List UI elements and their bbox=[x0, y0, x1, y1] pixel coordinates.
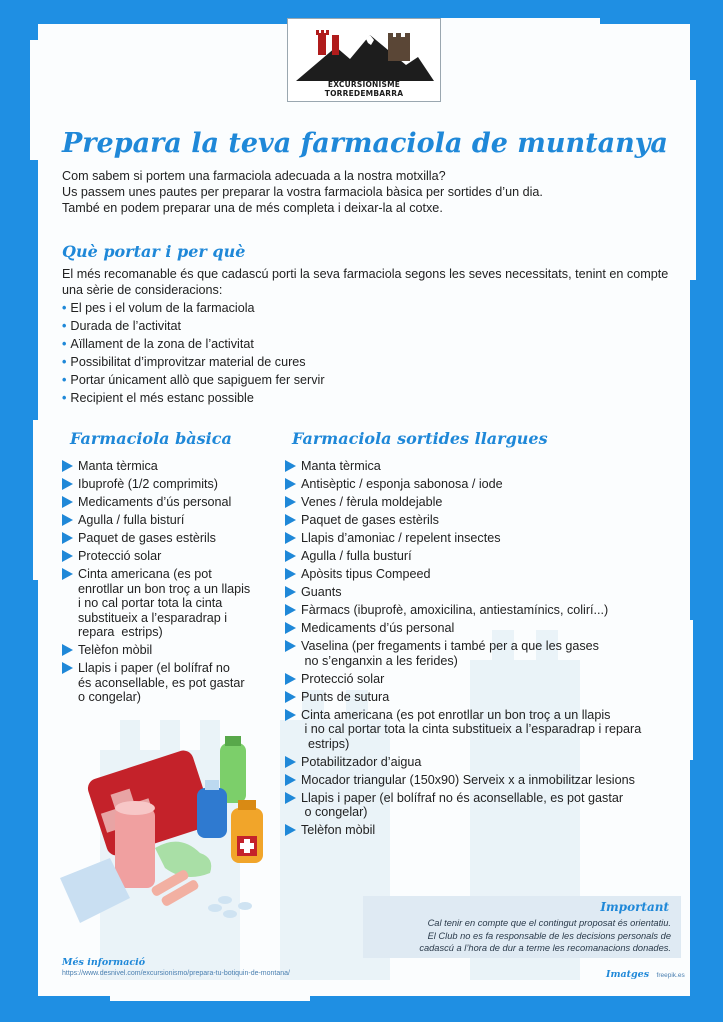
important-line: El Club no es fa responsable de les decisions personals de bbox=[427, 931, 671, 941]
list-item-text: Agulla / fulla bisturí bbox=[78, 513, 185, 527]
list-item-text: o congelar) bbox=[301, 805, 368, 819]
important-line: cadascú a l’hora de dur a terme les recomanacions donades. bbox=[419, 943, 671, 953]
intro-line: Com sabem si portem una farmaciola adecuada a la nostra motxilla? bbox=[62, 169, 446, 183]
list-item: • El pes i el volum de la farmaciola bbox=[62, 301, 255, 315]
intro-line: Us passem unes pautes per preparar la vostra farmaciola bàsica per sortides d’un dia. bbox=[62, 185, 543, 199]
important-note bbox=[363, 896, 681, 958]
list-item: • Aïllament de la zona de l’activitat bbox=[62, 337, 254, 351]
list-item bbox=[285, 621, 685, 636]
list-item-text: Paquet de gases estèrils bbox=[301, 513, 439, 527]
list-item-text: Manta tèrmica bbox=[78, 459, 158, 473]
section-heading-what: Què portar i per què bbox=[62, 242, 246, 261]
list-item bbox=[62, 531, 282, 546]
list-item bbox=[62, 477, 282, 492]
bottle-icon bbox=[197, 788, 227, 838]
list-item-text: Paquet de gases estèrils bbox=[78, 531, 216, 545]
list-item bbox=[62, 513, 282, 528]
more-info-label: Més informació bbox=[62, 957, 146, 968]
paper-edge bbox=[420, 18, 600, 26]
bullet-icon: • bbox=[62, 391, 67, 405]
list-item-text: Medicaments d’ús personal bbox=[78, 495, 232, 509]
triangle-bullet-icon bbox=[285, 568, 296, 580]
paper-edge bbox=[30, 40, 42, 160]
list-item: • Recipient el més estanc possible bbox=[62, 391, 254, 405]
list-item-text: Venes / fèrula moldejable bbox=[301, 495, 443, 509]
triangle-bullet-icon bbox=[62, 644, 73, 656]
list-item-text: o congelar) bbox=[78, 690, 142, 704]
list-item bbox=[285, 791, 685, 820]
list-item bbox=[285, 603, 685, 618]
triangle-bullet-icon bbox=[285, 514, 296, 526]
list-item-text: Telèfon mòbil bbox=[301, 823, 376, 837]
list-item-text: repara estrips) bbox=[78, 625, 163, 639]
long-kit-list bbox=[285, 459, 685, 841]
list-item-text: Cinta americana (es pot enrotllar un bon troç a un llapis bbox=[301, 707, 611, 722]
first-aid-illustration bbox=[55, 728, 310, 943]
list-item bbox=[285, 567, 685, 582]
list-item bbox=[285, 477, 685, 492]
list-item bbox=[62, 567, 282, 640]
basic-kit-heading: Farmaciola bàsica bbox=[70, 429, 232, 448]
considerations-list bbox=[62, 299, 325, 407]
list-item-text: Llapis d’amoniac / repelent insectes bbox=[301, 531, 501, 545]
intro-text bbox=[62, 168, 682, 216]
list-item bbox=[285, 672, 685, 687]
list-item bbox=[285, 513, 685, 528]
intro-line: També en podem preparar una de més completa i deixar-la al cotxe. bbox=[62, 201, 443, 215]
list-item bbox=[62, 643, 282, 658]
section-paragraph: El més recomanable és que cadascú porti la seva farmaciola segons les seves necessitats, tenint en compte una sèrie de consideracions: bbox=[62, 267, 669, 297]
triangle-bullet-icon bbox=[285, 586, 296, 598]
more-info-link[interactable]: https://www.desnivel.com/excursionismo/prepara-tu-botiquin-de-montana/ bbox=[62, 970, 290, 977]
list-item: • Possibilitat d’improvitzar material de cures bbox=[62, 355, 306, 369]
list-item: • Portar únicament allò que sapiguem fer servir bbox=[62, 373, 325, 387]
triangle-bullet-icon bbox=[285, 532, 296, 544]
bullet-icon: • bbox=[62, 319, 67, 333]
basic-kit-list bbox=[62, 459, 282, 708]
triangle-bullet-icon bbox=[285, 691, 296, 703]
triangle-bullet-icon bbox=[285, 622, 296, 634]
triangle-bullet-icon bbox=[285, 460, 296, 472]
triangle-bullet-icon bbox=[62, 532, 73, 544]
bandage-roll-icon bbox=[115, 808, 155, 888]
list-item-text: Mocador triangular (150x90) Serveix x a inmobilitzar lesions bbox=[301, 772, 635, 787]
paper-edge bbox=[684, 620, 693, 760]
list-item bbox=[62, 661, 282, 705]
list-item-text: és aconsellable, es pot gastar bbox=[78, 675, 245, 690]
triangle-bullet-icon bbox=[62, 550, 73, 562]
list-item-text: Potabilitzador d’aigua bbox=[301, 754, 422, 769]
triangle-bullet-icon bbox=[285, 604, 296, 616]
triangle-bullet-icon bbox=[62, 514, 73, 526]
list-item bbox=[285, 690, 685, 705]
list-item bbox=[62, 459, 282, 474]
list-item-text: Punts de sutura bbox=[301, 689, 390, 704]
list-item-text: Fàrmacs (ibuprofè, amoxicilina, antiestamínics, colirí...) bbox=[301, 603, 609, 617]
list-item-text: Vaselina (per fregaments i també per a que les gases bbox=[301, 639, 599, 653]
list-item bbox=[285, 639, 685, 668]
triangle-bullet-icon bbox=[62, 478, 73, 490]
list-item-text: substitueix a l’esparadrap i bbox=[78, 610, 228, 625]
list-item-text: i no cal portar tota la cinta bbox=[78, 596, 223, 610]
logo-text: EXCURSIONISME TORREDEMBARRA bbox=[324, 80, 404, 98]
paper-edge bbox=[110, 993, 310, 1001]
list-item: • Durada de l’activitat bbox=[62, 319, 182, 333]
list-item bbox=[285, 495, 685, 510]
list-item bbox=[285, 549, 685, 564]
list-item bbox=[285, 459, 685, 474]
bullet-icon: • bbox=[62, 301, 67, 315]
triangle-bullet-icon bbox=[62, 496, 73, 508]
triangle-bullet-icon bbox=[285, 673, 296, 685]
triangle-bullet-icon bbox=[62, 460, 73, 472]
list-item-text: enrotllar un bon troç a un llapis bbox=[78, 581, 251, 596]
paper-edge bbox=[33, 420, 43, 580]
list-item bbox=[285, 773, 685, 788]
list-item bbox=[62, 495, 282, 510]
images-label: Imatges bbox=[606, 969, 650, 980]
important-title: Important bbox=[600, 900, 669, 914]
bullet-icon: • bbox=[62, 355, 67, 369]
bullet-icon: • bbox=[62, 337, 67, 351]
images-credit bbox=[606, 964, 685, 982]
list-item-text: no s’enganxin a les ferides) bbox=[301, 653, 458, 668]
triangle-bullet-icon bbox=[285, 709, 296, 721]
list-item-text: Apòsits tipus Compeed bbox=[301, 567, 431, 581]
important-line: Cal tenir en compte que el contingut proposat és orientatiu. bbox=[427, 918, 671, 928]
club-logo bbox=[287, 18, 441, 102]
page-title: Prepara la teva farmaciola de muntanya bbox=[62, 128, 668, 159]
list-item-text: Medicaments d’ús personal bbox=[301, 621, 455, 635]
list-item-text: Manta tèrmica bbox=[301, 459, 381, 473]
list-item-text: Llapis i paper (el bolífraf no és aconsellable, es pot gastar bbox=[301, 790, 624, 805]
list-item bbox=[285, 755, 685, 770]
triangle-bullet-icon bbox=[285, 640, 296, 652]
bullet-icon: • bbox=[62, 373, 67, 387]
images-source-link[interactable]: freepik.es bbox=[656, 972, 685, 979]
list-item-text: Agulla / fulla busturí bbox=[301, 549, 412, 563]
list-item-text: Antisèptic / esponja sabonosa / iode bbox=[301, 477, 503, 491]
paper-edge bbox=[686, 80, 696, 280]
list-item bbox=[62, 549, 282, 564]
long-kit-heading: Farmaciola sortides llargues bbox=[292, 429, 548, 448]
list-item-text: i no cal portar tota la cinta substitueix a l’esparadrap i repara bbox=[301, 722, 642, 736]
list-item-text: Telèfon mòbil bbox=[78, 643, 153, 657]
list-item-text: Guants bbox=[301, 585, 342, 599]
triangle-bullet-icon bbox=[285, 496, 296, 508]
triangle-bullet-icon bbox=[285, 550, 296, 562]
list-item bbox=[285, 531, 685, 546]
triangle-bullet-icon bbox=[62, 568, 73, 580]
triangle-bullet-icon bbox=[62, 662, 73, 674]
list-item bbox=[285, 823, 685, 838]
list-item-text: Protecció solar bbox=[301, 671, 385, 686]
list-item-text: Protecció solar bbox=[78, 549, 162, 563]
list-item-text: Ibuprofè (1/2 comprimits) bbox=[78, 477, 218, 491]
list-item-text: Llapis i paper (el bolífraf no bbox=[78, 661, 230, 675]
list-item-text: estrips) bbox=[301, 736, 350, 751]
list-item-text: Cinta americana (es pot bbox=[78, 567, 212, 581]
list-item bbox=[285, 585, 685, 600]
triangle-bullet-icon bbox=[285, 478, 296, 490]
list-item bbox=[285, 708, 685, 752]
